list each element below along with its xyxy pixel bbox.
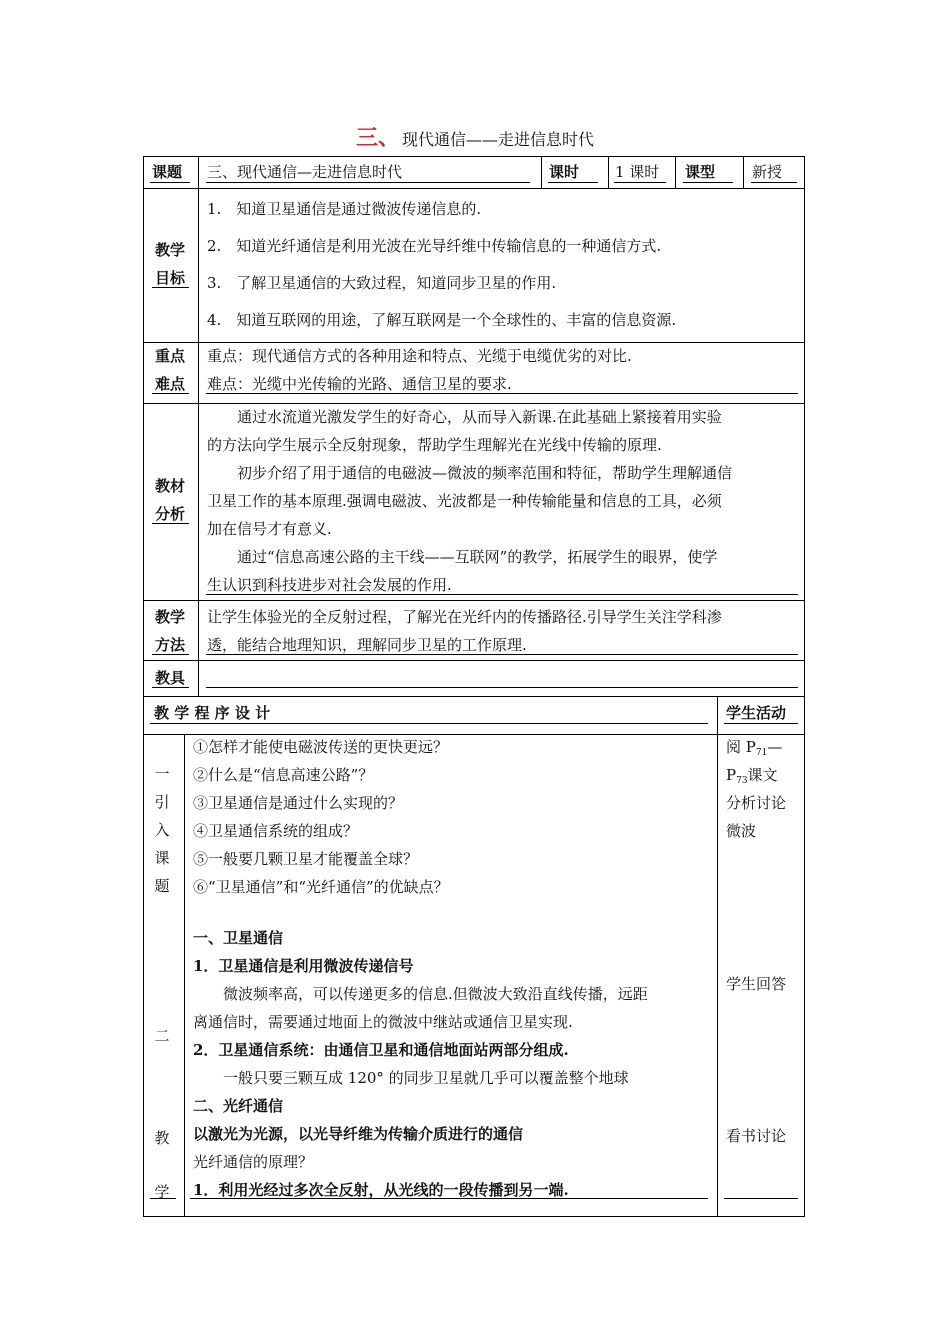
question-item: ③卫星通信是通过什么实现的？ <box>193 794 404 812</box>
section1-char: 一 <box>154 765 170 783</box>
hours-label: 课时 <box>549 163 580 181</box>
underline <box>152 287 189 288</box>
keypoints-label-2: 难点 <box>154 375 185 393</box>
analysis-line: 卫星工作的基本原理.强调电磁波、光波都是一种传输能量和信息的工具，必须 <box>207 492 722 510</box>
heading-fiber-sub: 以激光为光源，以光导纤维为传输介质进行的通信 <box>193 1125 524 1143</box>
methods-line: 透，能结合地理知识，理解同步卫星的工作原理. <box>207 636 527 654</box>
section1-char: 课 <box>154 849 170 867</box>
section2-char: 学 <box>154 1183 170 1201</box>
header-divider <box>675 156 676 188</box>
title-number: 三、 <box>355 125 400 151</box>
section2-char: 教 <box>154 1129 170 1147</box>
objective-item: 4. 知道互联网的用途，了解互联网是一个全球性的、丰富的信息资源. <box>207 311 677 329</box>
analysis-label-2: 分析 <box>154 505 185 523</box>
underline <box>724 1198 798 1199</box>
page-title <box>0 124 950 154</box>
underline <box>190 1198 708 1199</box>
underline <box>152 654 189 655</box>
question-item: ①怎样才能使电磁波传送的更快更远？ <box>193 738 449 756</box>
analysis-line: 通过“信息高速公路的主干线——互联网”的教学，拓展学生的眼界，使学 <box>207 548 718 566</box>
analysis-line: 生认识到科技进步对社会发展的作用. <box>207 576 452 594</box>
activity-read-pages: 阅 $P_{71}—$ <box>726 738 783 758</box>
header-divider <box>608 156 609 188</box>
underline <box>683 182 733 183</box>
header-divider <box>541 156 542 188</box>
focus-text: 重点：现代通信方式的各种用途和特点、光缆于电缆优劣的对比. <box>207 347 632 365</box>
section-column-divider <box>184 734 185 1217</box>
underline <box>206 393 798 394</box>
difficulty-text: 难点：光缆中光传输的光路、通信卫星的要求. <box>207 375 512 393</box>
heading-satellite-1: 1．卫星通信是利用微波传递信号 <box>193 957 414 975</box>
paragraph-fiber-question: 光纤通信的原理？ <box>193 1153 314 1171</box>
paragraph-three-satellites: 一般只要三颗互成 120° 的同步卫星就几乎可以覆盖整个地球 <box>193 1069 629 1087</box>
paragraph-microwave-cont: 离通信时，需要通过地面上的微波中继站或通信卫星实现. <box>193 1013 573 1031</box>
program-header: 教 学 程 序 设 计 <box>154 704 271 722</box>
tools-label: 教具 <box>154 669 185 687</box>
section2-char: 二 <box>154 1027 170 1045</box>
underline <box>152 687 189 688</box>
analysis-label-1: 教材 <box>154 477 185 495</box>
methods-label-2: 方法 <box>154 636 185 654</box>
paragraph-microwave: 微波频率高，可以传递更多的信息.但微波大致沿直线传播，远距 <box>193 985 648 1003</box>
row-divider <box>143 600 805 601</box>
methods-label-1: 教学 <box>154 608 185 626</box>
activity-discuss: 分析讨论 <box>726 794 787 812</box>
underline <box>206 182 530 183</box>
objective-item: 2. 知道光纤通信是利用光波在光导纤维中传输信息的一种通信方式. <box>207 237 662 255</box>
underline <box>152 523 189 524</box>
objectives-label-1: 教学 <box>154 241 185 259</box>
underline <box>150 182 190 183</box>
activity-answer: 学生回答 <box>726 975 787 993</box>
keypoints-label-1: 重点 <box>154 347 185 365</box>
objective-item: 3. 了解卫星通信的大致过程，知道同步卫星的作用. <box>207 274 557 292</box>
objectives-label-2: 目标 <box>154 269 185 287</box>
question-item: ②什么是“信息高速公路”？ <box>193 766 374 784</box>
section1-char: 题 <box>154 877 170 895</box>
heading-satellite: 一、卫星通信 <box>193 929 284 947</box>
type-label: 课型 <box>685 163 716 181</box>
underline <box>751 182 797 183</box>
title-text: 现代通信——走进信息时代 <box>402 130 595 149</box>
analysis-line: 初步介绍了用于通信的电磁波—微波的频率范围和特征，帮助学生理解通信 <box>207 464 733 482</box>
heading-fiber-1: 1．利用光经过多次全反射，从光线的一段传播到另一端. <box>193 1181 569 1199</box>
heading-fiber: 二、光纤通信 <box>193 1097 284 1115</box>
section1-char: 引 <box>154 793 170 811</box>
row-divider <box>143 188 805 189</box>
question-item: ④卫星通信系统的组成？ <box>193 822 359 840</box>
hours-value: 1 课时 <box>615 163 660 181</box>
topic-label: 课题 <box>152 163 183 181</box>
row-divider <box>143 696 805 697</box>
question-item: ⑤一般要几颗卫星才能覆盖全球？ <box>193 850 419 868</box>
activity-read-pages-cont: $P_{73}$课文 <box>726 766 778 786</box>
header-divider <box>743 156 744 188</box>
underline <box>548 182 598 183</box>
activity-header: 学生活动 <box>726 704 787 722</box>
type-value: 新授 <box>752 163 783 181</box>
methods-line: 让学生体验光的全反射过程，了解光在光纤内的传播路径.引导学生关注学科渗 <box>207 608 722 626</box>
underline <box>150 723 708 724</box>
underline <box>206 654 798 655</box>
heading-satellite-2: 2．卫星通信系统：由通信卫星和通信地面站两部分组成. <box>193 1041 569 1059</box>
underline <box>150 1198 176 1199</box>
underline <box>152 393 189 394</box>
activity-read-discuss: 看书讨论 <box>726 1127 787 1145</box>
row-divider <box>143 660 805 661</box>
analysis-line: 加在信号才有意义. <box>207 520 332 538</box>
underline <box>614 182 666 183</box>
analysis-line: 通过水流道光激发学生的好奇心，从而导入新课.在此基础上紧接着用实验 <box>207 408 722 426</box>
activity-column-divider <box>717 696 718 1217</box>
underline <box>206 594 798 595</box>
objective-item: 1. 知道卫星通信是通过微波传递信息的. <box>207 200 482 218</box>
activity-microwave: 微波 <box>726 822 757 840</box>
topic-value: 三、现代通信—走进信息时代 <box>207 163 403 181</box>
underline <box>724 723 798 724</box>
label-column-divider <box>198 156 199 696</box>
section1-char: 入 <box>154 821 170 839</box>
underline <box>206 687 798 688</box>
question-item: ⑥“卫星通信”和“光纤通信”的优缺点？ <box>193 878 449 896</box>
analysis-line: 的方法向学生展示全反射现象，帮助学生理解光在光线中传输的原理. <box>207 436 662 454</box>
